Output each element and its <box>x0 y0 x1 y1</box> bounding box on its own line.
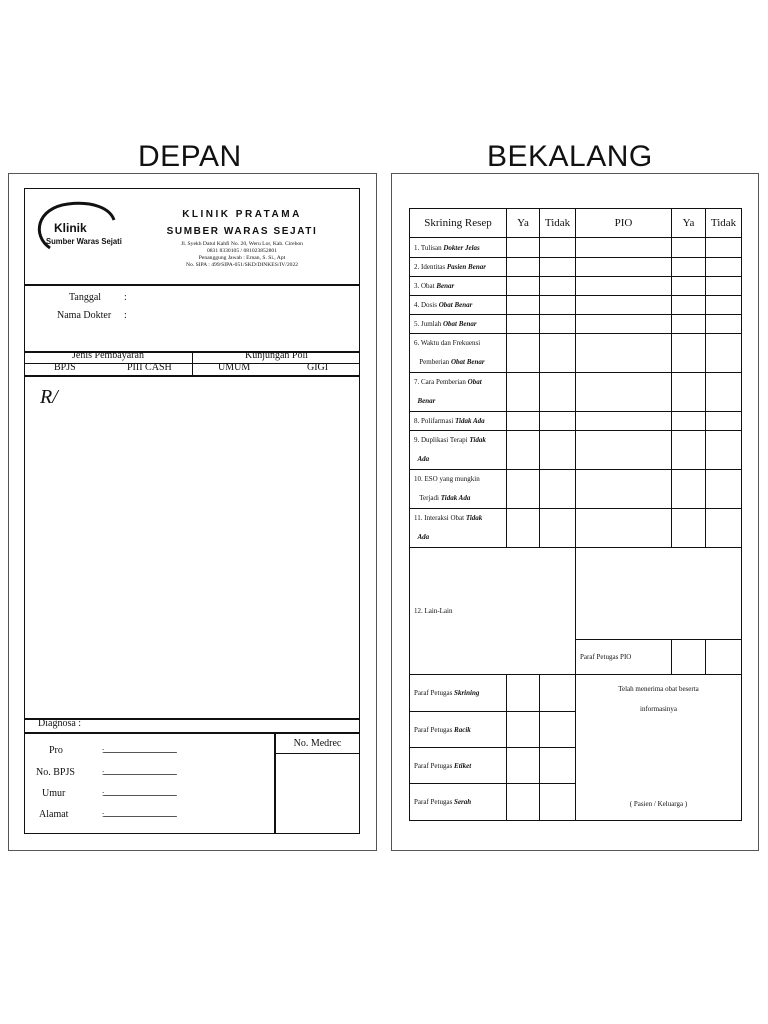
back-heading: BEKALANG <box>487 140 653 173</box>
pio-10-tidak[interactable] <box>706 470 742 509</box>
item-5: 5. Jumlah Obat Benar <box>410 315 507 334</box>
item-10-ya[interactable] <box>507 470 540 509</box>
item-7: 7. Cara Pemberian Obat Benar <box>410 373 507 412</box>
pio-9-tidak[interactable] <box>706 431 742 470</box>
paraf-pio-label: Paraf Petugas PIO <box>576 640 672 675</box>
paraf-racik: Paraf Petugas Racik <box>410 712 507 748</box>
pio-6-tidak[interactable] <box>706 334 742 373</box>
nama-dokter-colon: : <box>124 310 127 321</box>
patient-acknowledgement[interactable] <box>576 675 742 821</box>
item-2-ya[interactable] <box>507 258 540 277</box>
pio-11-tidak[interactable] <box>706 509 742 548</box>
pio-1[interactable] <box>576 238 672 258</box>
jenis-pembayaran-label: Jenis Pembayaran <box>72 350 144 361</box>
clinic-phone: 0831 8330105 / 081023852801 <box>206 248 278 254</box>
item-1-ya[interactable] <box>507 238 540 258</box>
header-pio-tidak: Tidak <box>706 209 742 238</box>
gigi-option: GIGI <box>307 362 329 373</box>
cash-option: PIII CASH <box>127 362 172 373</box>
pio-1-tidak[interactable] <box>706 238 742 258</box>
pio-10[interactable] <box>576 470 672 509</box>
no-medrec-label: No. Medrec <box>293 738 342 749</box>
pio-8-ya[interactable] <box>672 412 706 431</box>
medrec-underline <box>274 753 360 754</box>
item-2-tidak[interactable] <box>540 258 576 277</box>
clinic-address: Jl. Syekh Datul Kahfi No. 20, Weru Lor, Kab. Cirebon <box>181 241 303 247</box>
paraf-serah: Paraf Petugas Serah <box>410 784 507 821</box>
paraf-serah-ya[interactable] <box>507 784 540 821</box>
item-11: 11. Interaksi Obat Tidak Ada <box>410 509 507 548</box>
umur-label: Umur <box>42 788 66 799</box>
telah-menerima-line1: Telah menerima obat beserta <box>618 685 699 693</box>
item-8: 8. Polifarmasi Tidak Ada <box>410 412 507 431</box>
clinic-name-line2: SUMBER WARAS SEJATI <box>166 226 318 237</box>
rx-symbol: R/ <box>40 386 58 408</box>
header-tidak: Tidak <box>540 209 576 238</box>
logo-text-klinik: Klinik <box>54 221 87 235</box>
item-5-tidak[interactable] <box>540 315 576 334</box>
pio-9-ya[interactable] <box>672 431 706 470</box>
item-11-ya[interactable] <box>507 509 540 548</box>
pio-3[interactable] <box>576 277 672 296</box>
header-skrining: Skrining Resep <box>410 209 507 238</box>
item-4-tidak[interactable] <box>540 296 576 315</box>
item-2: 2. Identitas Pasien Benar <box>410 258 507 277</box>
bpjs-option: BPJS <box>54 362 76 373</box>
pio-2-ya[interactable] <box>672 258 706 277</box>
pio-6-ya[interactable] <box>672 334 706 373</box>
alamat-label: Alamat <box>39 809 69 820</box>
pio-4-tidak[interactable] <box>706 296 742 315</box>
pio-7-ya[interactable] <box>672 373 706 412</box>
pio-2-tidak[interactable] <box>706 258 742 277</box>
header-pio-ya: Ya <box>672 209 706 238</box>
item-8-tidak[interactable] <box>540 412 576 431</box>
diagnosa-label: Diagnosa : <box>38 718 82 729</box>
item-6: 6. Waktu dan Frekuensi Pemberian Obat Benar <box>410 334 507 373</box>
pio-11[interactable] <box>576 509 672 548</box>
item-3-ya[interactable] <box>507 277 540 296</box>
item-10-tidak[interactable] <box>540 470 576 509</box>
item-3-tidak[interactable] <box>540 277 576 296</box>
item-3: 3. Obat Benar <box>410 277 507 296</box>
paraf-etiket: Paraf Petugas Etiket <box>410 748 507 784</box>
item-11-tidak[interactable] <box>540 509 576 548</box>
telah-menerima-line2: informasinya <box>640 705 677 713</box>
pio-8[interactable] <box>576 412 672 431</box>
pio-4[interactable] <box>576 296 672 315</box>
clinic-permit: No. SIPA : 499/SIPA-051/SKD/DINKES/IV/2022 <box>185 262 299 268</box>
item-10: 10. ESO yang mungkin Terjadi Tidak Ada <box>410 470 507 509</box>
screening-table <box>409 208 742 821</box>
header-divider <box>24 284 360 286</box>
item-7-tidak[interactable] <box>540 373 576 412</box>
header-pio: PIO <box>576 209 672 238</box>
paraf-racik-tidak[interactable] <box>540 712 576 748</box>
pio-3-tidak[interactable] <box>706 277 742 296</box>
item-9: 9. Duplikasi Terapi Tidak Ada <box>410 431 507 470</box>
tanggal-label: Tanggal <box>69 292 102 303</box>
paraf-pio-tidak[interactable] <box>706 640 742 675</box>
alamat-field[interactable]: :......................................................................... <box>102 810 177 819</box>
item-7-ya[interactable] <box>507 373 540 412</box>
umum-option: UMUM <box>218 362 251 373</box>
pio-11-ya[interactable] <box>672 509 706 548</box>
header-ya: Ya <box>507 209 540 238</box>
logo-text-name: Sumber Waras Sejati <box>46 236 122 246</box>
pro-field[interactable]: :......................................................................... <box>102 746 177 755</box>
pio-8-tidak[interactable] <box>706 412 742 431</box>
patient-top-line <box>24 732 360 734</box>
item-1: 1. Tulisan Dokter Jelas <box>410 238 507 258</box>
item-9-tidak[interactable] <box>540 431 576 470</box>
no-bpjs-label: No. BPJS <box>36 767 75 778</box>
paraf-serah-tidak[interactable] <box>540 784 576 821</box>
paraf-skrining-ya[interactable] <box>507 675 540 712</box>
paraf-pio-ya[interactable] <box>672 640 706 675</box>
pio-7[interactable] <box>576 373 672 412</box>
paraf-skrining: Paraf Petugas Skrining <box>410 675 507 712</box>
item-9-ya[interactable] <box>507 431 540 470</box>
pio-5-ya[interactable] <box>672 315 706 334</box>
pio-4-ya[interactable] <box>672 296 706 315</box>
pro-label: Pro <box>49 745 63 756</box>
pio-5[interactable] <box>576 315 672 334</box>
item-12-lain-lain[interactable]: 12. Lain-Lain <box>410 548 576 675</box>
item-6-tidak[interactable] <box>540 334 576 373</box>
pasien-keluarga-label: ( Pasien / Keluarga ) <box>629 800 688 808</box>
pio-10-ya[interactable] <box>672 470 706 509</box>
no-bpjs-field[interactable]: :......................................................................... <box>102 768 177 777</box>
clinic-name-line1: KLINIK PRATAMA <box>182 209 302 220</box>
pio-9[interactable] <box>576 431 672 470</box>
item-1-tidak[interactable] <box>540 238 576 258</box>
pio-5-tidak[interactable] <box>706 315 742 334</box>
pio-2[interactable] <box>576 258 672 277</box>
pio-3-ya[interactable] <box>672 277 706 296</box>
pio-notes[interactable] <box>576 548 742 640</box>
front-heading: DEPAN <box>138 140 242 173</box>
paraf-etiket-tidak[interactable] <box>540 748 576 784</box>
paraf-skrining-tidak[interactable] <box>540 675 576 712</box>
item-4-ya[interactable] <box>507 296 540 315</box>
item-5-ya[interactable] <box>507 315 540 334</box>
item-8-ya[interactable] <box>507 412 540 431</box>
tanggal-colon: : <box>124 292 127 303</box>
pio-6[interactable] <box>576 334 672 373</box>
umur-field[interactable]: :......................................................................... <box>102 789 177 798</box>
pio-1-ya[interactable] <box>672 238 706 258</box>
clinic-pic: Penanggung Jawab : Ernan, S. Si., Apt <box>198 255 286 261</box>
item-4: 4. Dosis Obat Benar <box>410 296 507 315</box>
paraf-etiket-ya[interactable] <box>507 748 540 784</box>
paraf-racik-ya[interactable] <box>507 712 540 748</box>
kunjungan-poli-label: Kunjungan Poli <box>244 350 309 361</box>
pio-7-tidak[interactable] <box>706 373 742 412</box>
item-6-ya[interactable] <box>507 334 540 373</box>
nama-dokter-label: Nama Dokter <box>57 310 112 321</box>
